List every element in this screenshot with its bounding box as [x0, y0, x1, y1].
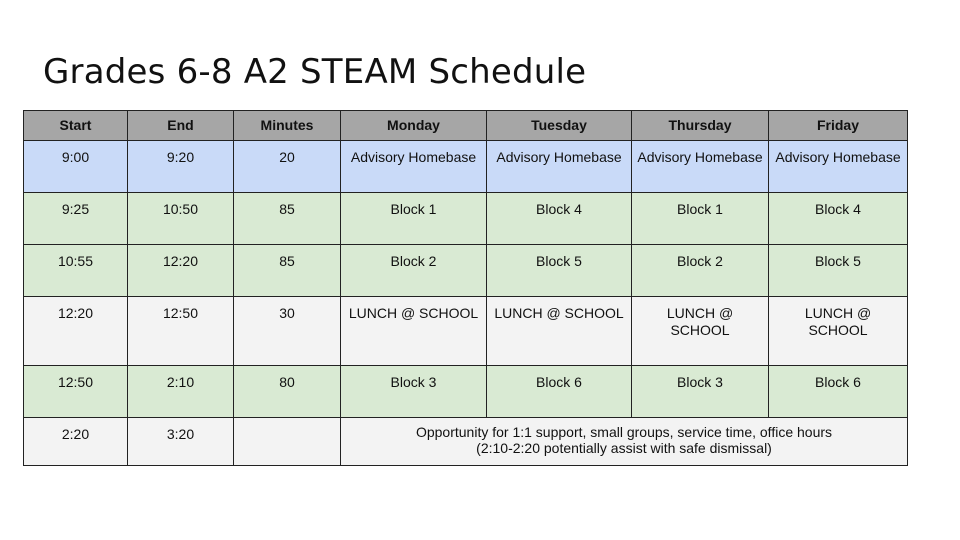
cell-start: 9:00	[24, 141, 128, 193]
cell-thursday: Block 1	[632, 193, 769, 245]
cell-start: 10:55	[24, 245, 128, 297]
schedule-table	[23, 110, 908, 466]
table-row	[24, 245, 908, 297]
cell-thursday: Advisory Homebase	[632, 141, 769, 193]
table-row	[24, 297, 908, 366]
cell-end: 12:20	[128, 245, 234, 297]
cell-end: 12:50	[128, 297, 234, 366]
col-header-tuesday: Tuesday	[487, 111, 632, 141]
cell-minutes: 85	[234, 245, 341, 297]
cell-tuesday: Advisory Homebase	[487, 141, 632, 193]
table-row	[24, 141, 908, 193]
page-title: Grades 6-8 A2 STEAM Schedule	[43, 52, 587, 92]
cell-end: 10:50	[128, 193, 234, 245]
col-header-monday: Monday	[341, 111, 487, 141]
cell-tuesday: Block 5	[487, 245, 632, 297]
cell-end: 9:20	[128, 141, 234, 193]
cell-start: 9:25	[24, 193, 128, 245]
cell-friday: Block 5	[769, 245, 908, 297]
cell-friday: Block 4	[769, 193, 908, 245]
cell-end: 3:20	[128, 418, 234, 466]
cell-minutes: 85	[234, 193, 341, 245]
cell-thursday: LUNCH @ SCHOOL	[632, 297, 769, 366]
cell-minutes	[234, 418, 341, 466]
col-header-thursday: Thursday	[632, 111, 769, 141]
cell-monday: Block 3	[341, 366, 487, 418]
cell-start: 12:50	[24, 366, 128, 418]
col-header-start: Start	[24, 111, 128, 141]
cell-tuesday: Block 4	[487, 193, 632, 245]
support-note-line-2: (2:10-2:20 potentially assist with safe dismissal)	[476, 440, 772, 456]
cell-monday: Block 2	[341, 245, 487, 297]
cell-start: 2:20	[24, 418, 128, 466]
cell-friday: Block 6	[769, 366, 908, 418]
table-row	[24, 366, 908, 418]
header-row	[24, 111, 908, 141]
cell-start: 12:20	[24, 297, 128, 366]
cell-support-note	[341, 418, 908, 466]
cell-tuesday: LUNCH @ SCHOOL	[487, 297, 632, 366]
cell-monday: Block 1	[341, 193, 487, 245]
table-row	[24, 193, 908, 245]
cell-minutes: 80	[234, 366, 341, 418]
col-header-friday: Friday	[769, 111, 908, 141]
cell-minutes: 30	[234, 297, 341, 366]
col-header-end: End	[128, 111, 234, 141]
cell-thursday: Block 2	[632, 245, 769, 297]
col-header-minutes: Minutes	[234, 111, 341, 141]
support-note-line-1: Opportunity for 1:1 support, small groups, service time, office hours	[415, 424, 833, 440]
cell-monday: Advisory Homebase	[341, 141, 487, 193]
table-row	[24, 418, 908, 466]
cell-end: 2:10	[128, 366, 234, 418]
cell-thursday: Block 3	[632, 366, 769, 418]
cell-friday: Advisory Homebase	[769, 141, 908, 193]
cell-friday: LUNCH @ SCHOOL	[769, 297, 908, 366]
cell-monday: LUNCH @ SCHOOL	[341, 297, 487, 366]
cell-tuesday: Block 6	[487, 366, 632, 418]
cell-minutes: 20	[234, 141, 341, 193]
